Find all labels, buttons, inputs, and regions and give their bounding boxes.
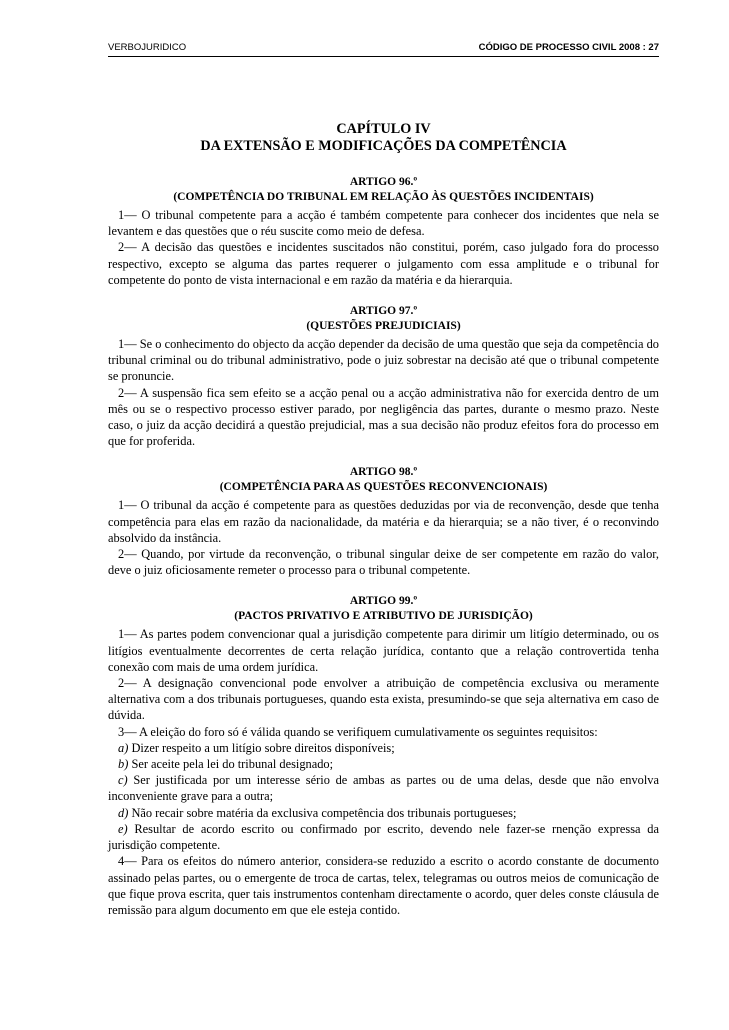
list-item (108, 740, 659, 756)
article-paragraph: 3— A eleição do foro só é válida quando se verifiquem cumulativamente os seguintes requisitos: (118, 724, 598, 739)
article-subtitle: (QUESTÕES PREJUDICIAIS) (306, 320, 461, 333)
chapter-number: CAPÍTULO IV (336, 121, 431, 137)
list-item (108, 772, 659, 804)
item-letter: d) (118, 805, 129, 820)
article-subtitle: (COMPETÊNCIA DO TRIBUNAL EM RELAÇÃO ÀS QUESTÕES INCIDENTAIS) (173, 191, 594, 203)
item-letter: e) (118, 821, 128, 836)
header-site-name: VERBOJURIDICO (108, 42, 187, 53)
article-paragraph: 1— Se o conhecimento do objecto da acção depender da decisão de uma questão que seja da competência do tribunal criminal ou do tribunal administrativo, pode o juiz sobrestar na decisão até que o tribunal competente se pronuncie. (108, 337, 659, 384)
article-paragraph: 1— As partes podem convencionar qual a jurisdição competente para dirimir um litígio determinado, ou os litígios eventualmente decorrentes de certa relação jurídica, contanto que a relação controvertida tenha conexão com mais de uma ordem jurídica. (108, 627, 659, 674)
article-paragraph: 2— A suspensão fica sem efeito se a acção penal ou a acção administrativa não for exercida dentro de um mês ou se o respectivo processo estiver parado, por negligência das partes, durante o mesmo prazo. Neste caso, o juiz da acção decidirá a questão prejudicial, mas a sua decisão não produz efeitos fora do processo em que for proferida. (108, 385, 659, 449)
article-title: ARTIGO 99.º (349, 595, 418, 608)
article-98 (108, 465, 659, 578)
item-text: Dizer respeito a um litígio sobre direitos disponíveis; (131, 740, 395, 755)
article-paragraph: 2— Quando, por virtude da reconvenção, o tribunal singular deixe de ser competente em razão do valor, deve o juiz oficiosamente remeter o processo para o tribunal competente. (108, 547, 659, 578)
article-99 (108, 594, 659, 918)
article-paragraph: 2— A decisão das questões e incidentes suscitados não constitui, porém, caso julgado fora do processo respectivo, excepto se alguma das partes requerer o julgamento com essa amplitude e o tribunal for competente do ponto de vista internacional e em razão da matéria e da hierarquia. (108, 240, 659, 287)
article-subtitle: (PACTOS PRIVATIVO E ATRIBUTIVO DE JURISDIÇÃO) (234, 610, 533, 623)
article-subtitle: (COMPETÊNCIA PARA AS QUESTÕES RECONVENCIONAIS) (219, 481, 548, 494)
article-97 (108, 304, 659, 449)
list-item (108, 756, 659, 772)
item-letter: a) (118, 740, 129, 755)
header-document-title: CÓDIGO DE PROCESSO CIVIL 2008 : 27 (478, 42, 659, 53)
article-96 (108, 175, 659, 288)
item-text: Resultar de acordo escrito ou confirmado por escrito, devendo nele fazer-se rnenção expressa da jurisdição competente. (108, 821, 659, 853)
article-paragraph: 1— O tribunal competente para a acção é também competente para conhecer dos incidentes que nela se levantem e das questões que o réu suscite como meio de defesa. (108, 208, 659, 239)
list-item (108, 805, 659, 821)
page-header (108, 40, 659, 57)
article-title: ARTIGO 97.º (349, 305, 418, 318)
item-text: Ser justificada por um interesse sério de ambas as partes ou de uma delas, desde que não envolva inconveniente grave para a outra; (108, 773, 659, 804)
article-paragraph: 4— Para os efeitos do número anterior, considera-se reduzido a escrito o acordo constante de documento assinado pelas partes, ou o emergente de troca de cartas, telex, telegramas ou outros meios de comunicação de que fique prova escrita, quer tais instrumentos contenham directamente o acordo, quer deles conste cláusula de remissão para algum documento em que ele esteja contido. (108, 854, 659, 917)
article-title: ARTIGO 98.º (349, 466, 418, 479)
item-text: Não recair sobre matéria da exclusiva competência dos tribunais portugueses; (131, 805, 517, 820)
chapter-title: DA EXTENSÃO E MODIFICAÇÕES DA COMPETÊNCIA (200, 138, 567, 154)
list-item (108, 821, 659, 853)
item-letter: b) (118, 757, 129, 772)
document-body (108, 121, 659, 918)
chapter-heading (108, 121, 659, 155)
item-text: Ser aceite pela lei do tribunal designado; (131, 757, 334, 772)
article-paragraph: 2— A designação convencional pode envolver a atribuição de competência exclusiva ou meramente alternativa com a dos tribunais portugueses, quando esta exista, presumindo-se que seja alternativa em caso de dúvida. (108, 676, 659, 723)
article-paragraph: 1— O tribunal da acção é competente para as questões deduzidas por via de reconvenção, desde que tenha competência para elas em razão da nacionalidade, da matéria e da hierarquia; se a não tiver, é o reconvindo absolvido da instância. (108, 498, 659, 545)
article-title: ARTIGO 96.º (349, 176, 418, 188)
item-letter: c) (118, 773, 128, 788)
